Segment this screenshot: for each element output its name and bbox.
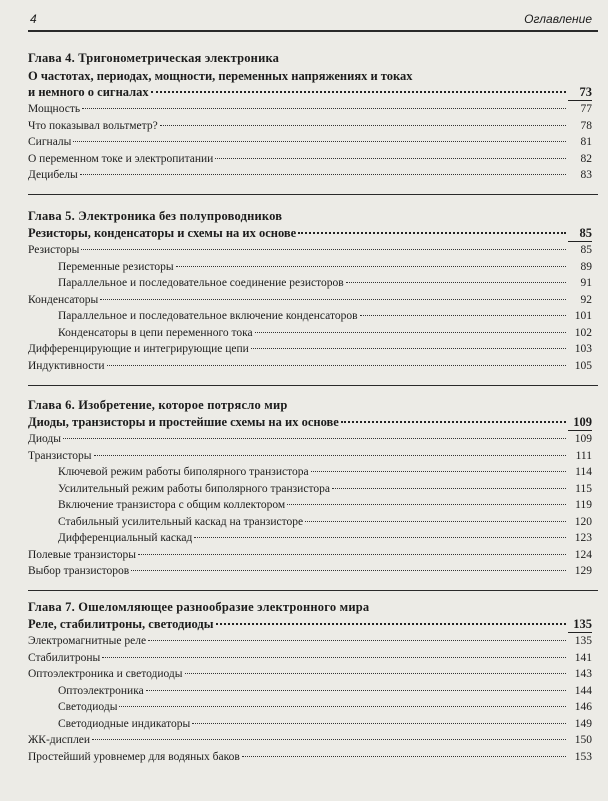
- dot-leader: [332, 488, 566, 489]
- toc-entry[interactable]: [28, 651, 592, 668]
- toc-subentry[interactable]: [28, 700, 592, 717]
- dot-leader: [94, 455, 567, 456]
- toc-entry[interactable]: [28, 564, 592, 581]
- toc-page-number: 103: [574, 343, 592, 355]
- toc-subentry[interactable]: [28, 465, 592, 482]
- header-title: Оглавление: [524, 12, 592, 26]
- dot-leader: [73, 141, 566, 142]
- toc-entry[interactable]: [28, 102, 592, 119]
- toc-page-number: 115: [575, 482, 592, 495]
- toc-subentry[interactable]: [28, 498, 592, 515]
- toc-entry-text: Дифференциальный каскад: [58, 532, 193, 544]
- toc-entry-text: Выбор транзисторов: [28, 565, 130, 577]
- toc-page-number: 120: [574, 515, 592, 528]
- toc-entry-text: Усилительный режим работы биполярного транзистора: [58, 482, 330, 495]
- dot-leader: [305, 521, 566, 522]
- toc-subentry[interactable]: [28, 684, 592, 701]
- toc-page-number: 129: [574, 565, 592, 577]
- dot-leader: [346, 282, 566, 283]
- toc-page-number: 143: [574, 668, 592, 680]
- toc-entry[interactable]: [28, 168, 592, 185]
- toc-entry-text: Полевые транзисторы: [28, 548, 136, 561]
- toc-entry[interactable]: [28, 342, 592, 359]
- toc-entry-text: Светодиоды: [58, 701, 118, 713]
- toc-entry-text: Конденсаторы в цепи переменного тока: [58, 326, 253, 339]
- toc-page-number: 135: [568, 617, 592, 633]
- section-divider: [28, 385, 598, 386]
- toc-entry-text: Простейший уровнемер для водяных баков: [28, 750, 240, 763]
- toc-page-number: 109: [574, 433, 592, 445]
- toc-entry-text: О переменном токе и электропитании: [28, 152, 214, 165]
- toc-page-number: 146: [574, 701, 592, 713]
- page-header: [28, 8, 598, 32]
- toc-page-number: 77: [580, 103, 592, 115]
- toc-subentry[interactable]: [28, 276, 592, 293]
- toc-entry[interactable]: [28, 135, 592, 152]
- dot-leader: [107, 365, 566, 366]
- dot-leader: [287, 504, 566, 505]
- dot-leader: [100, 299, 566, 300]
- dot-leader: [131, 570, 566, 571]
- toc-entry-text: Децибелы: [28, 169, 78, 181]
- dot-leader: [102, 657, 566, 658]
- toc-entry-text: Индуктивности: [28, 359, 105, 372]
- toc-entry-text: Резисторы: [28, 244, 80, 256]
- section-divider: [28, 590, 598, 591]
- dot-leader: [151, 91, 566, 93]
- toc-entry-text: Транзисторы: [28, 449, 92, 462]
- toc-page-number: 102: [574, 326, 592, 339]
- toc-entry[interactable]: [28, 243, 592, 260]
- toc-page-number: 114: [575, 466, 592, 478]
- toc-entry-text: Светодиодные индикаторы: [58, 717, 191, 730]
- toc-entry-subtitle[interactable]: [28, 85, 592, 102]
- dot-leader: [82, 108, 566, 109]
- toc-entry[interactable]: [28, 293, 592, 310]
- toc-page-number: 101: [574, 310, 592, 322]
- toc-page-number: 153: [574, 750, 592, 763]
- toc-entry-text: Дифференцирующие и интегрирующие цепи: [28, 343, 249, 355]
- toc-entry[interactable]: [28, 432, 592, 449]
- dot-leader: [148, 640, 566, 641]
- toc-page-number: 89: [580, 260, 592, 273]
- toc-entry-subtitle[interactable]: [28, 415, 592, 432]
- toc-page-number: 105: [574, 359, 592, 372]
- toc-entry-text: Ключевой режим работы биполярного транзистора: [58, 466, 309, 478]
- toc-entry-text: Электромагнитные реле: [28, 635, 147, 647]
- dot-leader: [194, 537, 566, 538]
- toc-entry[interactable]: [28, 733, 592, 750]
- dot-leader: [255, 332, 566, 333]
- toc-page-number: 135: [574, 635, 592, 647]
- chapter-title: Глава 5. Электроника без полупроводников: [28, 209, 283, 223]
- chapter-6: [28, 397, 592, 581]
- dot-leader: [119, 706, 566, 707]
- toc-subentry[interactable]: [28, 482, 592, 499]
- toc-subentry[interactable]: [28, 515, 592, 532]
- dot-leader: [138, 554, 566, 555]
- toc-entry-text: Оптоэлектроника и светодиоды: [28, 668, 183, 680]
- toc-page-number: 149: [574, 717, 592, 730]
- toc-entry-text: ЖК-дисплеи: [28, 734, 91, 746]
- toc-subentry[interactable]: [28, 531, 592, 548]
- dot-leader: [298, 232, 566, 234]
- toc-entry-text: Параллельное и последовательное соединение резисторов: [58, 277, 344, 289]
- toc-entry-text: Стабилитроны: [28, 651, 101, 664]
- toc-page-number: 150: [574, 734, 592, 746]
- dot-leader: [311, 471, 566, 472]
- toc-entry-text: Реле, стабилитроны, светодиоды: [28, 617, 214, 631]
- toc-page-number: 81: [580, 136, 592, 148]
- dot-leader: [341, 421, 566, 423]
- dot-leader: [216, 623, 566, 625]
- toc-page-number: 124: [574, 548, 592, 561]
- dot-leader: [185, 673, 567, 674]
- dot-leader: [63, 438, 566, 439]
- chapter-title: Глава 6. Изобретение, которое потрясло мир: [28, 398, 288, 412]
- dot-leader: [192, 723, 566, 724]
- toc-page-number: 91: [580, 277, 592, 289]
- toc-entry[interactable]: [28, 634, 592, 651]
- toc-page-number: 119: [575, 499, 592, 511]
- chapter-7: [28, 599, 592, 766]
- toc-entry-text: Конденсаторы: [28, 293, 99, 306]
- chapter-subtitle: О частотах, периодах, мощности, переменных напряжениях и токах: [28, 69, 413, 83]
- dot-leader: [92, 739, 566, 740]
- dot-leader: [360, 315, 567, 316]
- toc-page-number: 73: [568, 85, 592, 101]
- dot-leader: [176, 266, 566, 267]
- chapter-title: Глава 7. Ошеломляющее разнообразие электронного мира: [28, 600, 370, 614]
- toc-page-number: 92: [580, 293, 592, 306]
- toc-page-number: 82: [580, 152, 592, 165]
- toc-entry-text: и немного о сигналах: [28, 85, 149, 99]
- toc-subentry[interactable]: [28, 326, 592, 343]
- toc-entry[interactable]: [28, 548, 592, 565]
- toc-entry[interactable]: [28, 152, 592, 169]
- toc-entry-subtitle[interactable]: [28, 617, 592, 634]
- toc-entry-text: Переменные резисторы: [58, 260, 174, 273]
- chapter-4: [28, 50, 592, 185]
- chapter-title: Глава 4. Тригонометрическая электроника: [28, 51, 280, 65]
- toc-page-number: 78: [580, 119, 592, 132]
- toc-entry-text: Диоды: [28, 433, 61, 445]
- toc-entry-text: Включение транзистора с общим коллектором: [58, 499, 286, 511]
- toc-page-number: 141: [574, 651, 592, 664]
- toc-entry-text: Параллельное и последовательное включение конденсаторов: [58, 310, 358, 322]
- toc-entry-text: Резисторы, конденсаторы и схемы на их основе: [28, 226, 297, 240]
- toc-entry[interactable]: [28, 449, 592, 466]
- toc-entry[interactable]: [28, 119, 592, 136]
- toc-page-number: 111: [575, 449, 592, 462]
- toc-entry-text: Что показывал вольтметр?: [28, 119, 158, 132]
- chapter-5: [28, 208, 592, 375]
- toc-page-number: 123: [574, 532, 592, 544]
- dot-leader: [146, 690, 566, 691]
- toc-page-number: 144: [574, 684, 592, 697]
- dot-leader: [81, 249, 566, 250]
- toc-subentry[interactable]: [28, 309, 592, 326]
- toc-entry-subtitle[interactable]: [28, 226, 592, 243]
- toc-subentry[interactable]: [28, 260, 592, 277]
- toc-entry[interactable]: [28, 750, 592, 767]
- dot-leader: [160, 125, 566, 126]
- page-number: 4: [30, 12, 37, 26]
- toc-entry-text: Мощность: [28, 103, 81, 115]
- toc-subentry[interactable]: [28, 717, 592, 734]
- toc-entry-text: Оптоэлектроника: [58, 684, 144, 697]
- dot-leader: [80, 174, 566, 175]
- section-divider: [28, 194, 598, 195]
- toc-entry[interactable]: [28, 667, 592, 684]
- toc-entry[interactable]: [28, 359, 592, 376]
- toc-page-number: 109: [568, 415, 592, 431]
- dot-leader: [242, 756, 566, 757]
- toc-entry-text: Диоды, транзисторы и простейшие схемы на их основе: [28, 415, 339, 429]
- dot-leader: [251, 348, 566, 349]
- toc-page-number: 85: [580, 244, 592, 256]
- toc-entry-text: Сигналы: [28, 136, 72, 148]
- toc-page-number: 83: [580, 169, 592, 181]
- toc-page-number: 85: [568, 226, 592, 242]
- dot-leader: [215, 158, 566, 159]
- toc-entry-text: Стабильный усилительный каскад на транзисторе: [58, 515, 304, 528]
